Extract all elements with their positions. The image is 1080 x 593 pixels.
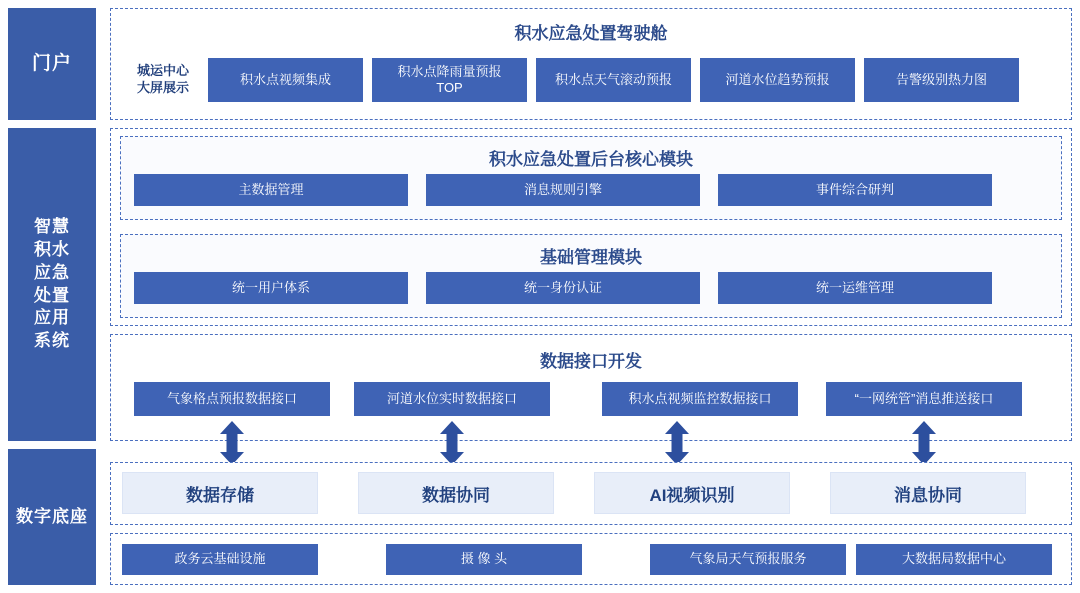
left-label-application-line-5: 应用 [34,308,70,328]
left-label-base [8,449,96,585]
left-label-base-text: 数字底座 [16,506,88,526]
left-label-application-line-1: 智慧 [34,216,70,236]
portal-item-alarm-heatmap[interactable]: 告警级别热力图 [864,58,1019,102]
portal-item-rainfall-forecast-top[interactable] [372,58,527,102]
base-infra-camera[interactable]: 摄 像 头 [386,544,582,575]
core-module-title: 积水应急处置后台核心模块 [489,150,693,169]
base-infra-weather-service[interactable]: 气象局天气预报服务 [650,544,846,575]
interface-item-message-push[interactable]: “一网统管”消息推送接口 [826,382,1022,416]
portal-item-river-level-trend[interactable]: 河道水位趋势预报 [700,58,855,102]
arrow-up-down-2 [439,421,465,465]
base-capability-ai-video-recognition[interactable]: AI视频识别 [594,472,790,514]
left-label-application-line-6: 系统 [34,331,70,351]
base-infra-bigdata-center[interactable]: 大数据局数据中心 [856,544,1052,575]
portal-item-weather-rolling-forecast[interactable]: 积水点天气滚动预报 [536,58,691,102]
interface-item-video-monitor[interactable]: 积水点视频监控数据接口 [602,382,798,416]
left-label-application-line-3: 应急 [34,262,70,282]
core-item-event-analysis[interactable]: 事件综合研判 [718,174,992,206]
left-label-application-line-2: 积水 [34,239,70,259]
arrow-up-down-1 [219,421,245,465]
base-capability-message-collaboration[interactable]: 消息协同 [830,472,1026,514]
basic-module-title: 基础管理模块 [540,248,642,267]
portal-item-video-integration[interactable]: 积水点视频集成 [208,58,363,102]
portal-item-rainfall-forecast-top-text: 积水点降雨量预报 TOP [397,63,502,95]
core-item-message-rule-engine[interactable]: 消息规则引擎 [426,174,700,206]
left-label-application [8,128,96,441]
left-label-application-line-4: 处置 [34,285,70,305]
arrow-up-down-4 [911,421,937,465]
base-infra-gov-cloud[interactable]: 政务云基础设施 [122,544,318,575]
core-item-master-data[interactable]: 主数据管理 [134,174,408,206]
basic-item-identity-auth[interactable]: 统一身份认证 [426,272,700,304]
interface-item-river-level-realtime[interactable]: 河道水位实时数据接口 [354,382,550,416]
interface-item-grid-forecast[interactable]: 气象格点预报数据接口 [134,382,330,416]
base-capability-data-storage[interactable]: 数据存储 [122,472,318,514]
basic-item-user-system[interactable]: 统一用户体系 [134,272,408,304]
portal-section-title: 积水应急处置驾驶舱 [514,24,668,43]
base-capability-data-collaboration[interactable]: 数据协同 [358,472,554,514]
left-label-portal-text: 门户 [31,53,72,75]
interface-section-title: 数据接口开发 [540,352,642,371]
arrow-up-down-3 [664,421,690,465]
basic-item-ops-management[interactable]: 统一运维管理 [718,272,992,304]
left-label-portal [8,8,96,120]
portal-sublabel: 城运中心 大屏展示 [136,63,189,95]
